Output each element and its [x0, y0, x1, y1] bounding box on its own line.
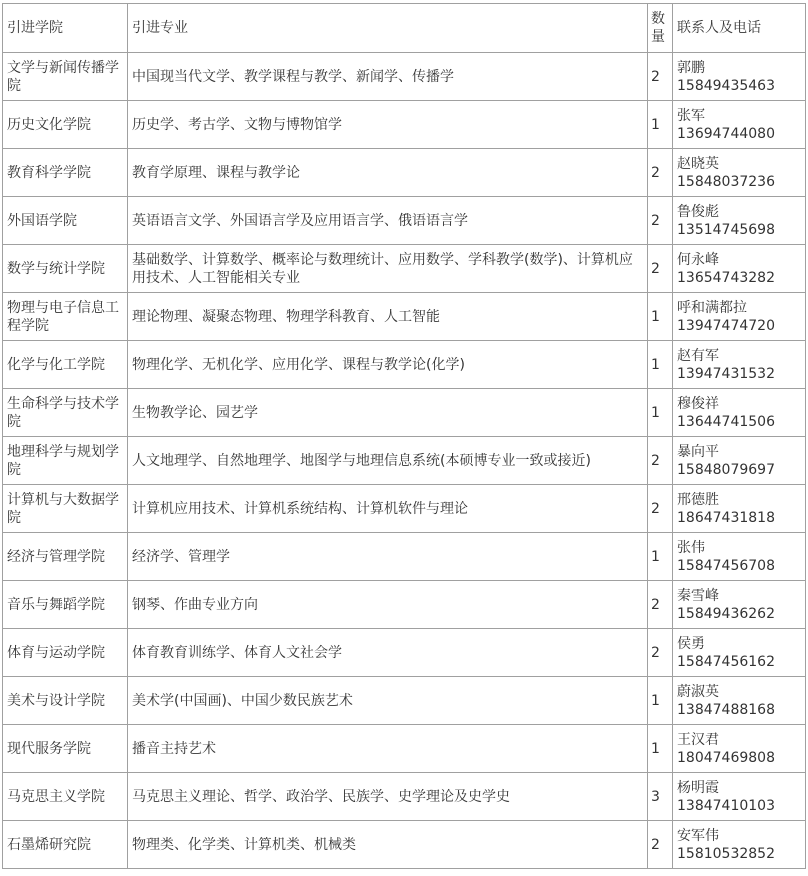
- major-cell: 英语语言文学、外国语言学及应用语言学、俄语语言学: [128, 197, 648, 245]
- contact-phone: 13694744080: [677, 125, 775, 142]
- table-row: [3, 197, 806, 245]
- table-row: [3, 149, 806, 197]
- contact-cell: [673, 341, 806, 389]
- contact-name: 安军伟: [677, 827, 719, 844]
- contact-cell: [673, 149, 806, 197]
- college-cell: 地理科学与规划学院: [3, 437, 128, 485]
- college-cell: 数学与统计学院: [3, 245, 128, 293]
- contact-cell: [673, 677, 806, 725]
- contact-phone: 13947431532: [677, 365, 775, 382]
- table-row: [3, 533, 806, 581]
- count-cell: 1: [648, 533, 673, 581]
- college-cell: 体育与运动学院: [3, 629, 128, 677]
- contact-name: 何永峰: [677, 251, 719, 268]
- college-cell: 文学与新闻传播学院: [3, 53, 128, 101]
- count-cell: 2: [648, 629, 673, 677]
- contact-name: 穆俊祥: [677, 395, 719, 412]
- table-row: [3, 53, 806, 101]
- table-row: [3, 725, 806, 773]
- major-cell: 基础数学、计算数学、概率论与数理统计、应用数学、学科教学(数学)、计算机应用技术、人工智能相关专业: [128, 245, 648, 293]
- major-cell: 中国现当代文学、教学课程与教学、新闻学、传播学: [128, 53, 648, 101]
- header-contact: 联系人及电话: [673, 4, 806, 53]
- contact-name: 张伟: [677, 539, 705, 556]
- contact-cell: [673, 821, 806, 869]
- contact-cell: [673, 533, 806, 581]
- contact-phone: 15848037236: [677, 173, 775, 190]
- major-cell: 体育教育训练学、体育人文社会学: [128, 629, 648, 677]
- table-row: [3, 581, 806, 629]
- major-cell: 教育学原理、课程与教学论: [128, 149, 648, 197]
- contact-name: 郭鹏: [677, 59, 705, 76]
- college-cell: 教育科学学院: [3, 149, 128, 197]
- contact-cell: [673, 437, 806, 485]
- contact-cell: [673, 101, 806, 149]
- contact-phone: 15848079697: [677, 461, 775, 478]
- college-cell: 经济与管理学院: [3, 533, 128, 581]
- header-count: 数量: [648, 4, 673, 53]
- contact-name: 赵晓英: [677, 155, 719, 172]
- contact-phone: 18647431818: [677, 509, 775, 526]
- contact-name: 赵有军: [677, 347, 719, 364]
- contact-phone: 15847456162: [677, 653, 775, 670]
- count-cell: 1: [648, 293, 673, 341]
- contact-phone: 13654743282: [677, 269, 775, 286]
- table-row: [3, 629, 806, 677]
- table-row: [3, 773, 806, 821]
- college-cell: 石墨烯研究院: [3, 821, 128, 869]
- major-cell: 人文地理学、自然地理学、地图学与地理信息系统(本硕博专业一致或接近): [128, 437, 648, 485]
- contact-phone: 13947474720: [677, 317, 775, 334]
- major-cell: 物理类、化学类、计算机类、机械类: [128, 821, 648, 869]
- college-cell: 历史文化学院: [3, 101, 128, 149]
- count-cell: 2: [648, 53, 673, 101]
- contact-phone: 13514745698: [677, 221, 775, 238]
- contact-cell: [673, 725, 806, 773]
- count-cell: 2: [648, 437, 673, 485]
- contact-cell: [673, 245, 806, 293]
- contact-cell: [673, 581, 806, 629]
- major-cell: 生物教学论、园艺学: [128, 389, 648, 437]
- major-cell: 物理化学、无机化学、应用化学、课程与教学论(化学): [128, 341, 648, 389]
- college-cell: 外国语学院: [3, 197, 128, 245]
- header-major: 引进专业: [128, 4, 648, 53]
- contact-name: 呼和满都拉: [677, 299, 747, 316]
- major-cell: 美术学(中国画)、中国少数民族艺术: [128, 677, 648, 725]
- contact-cell: [673, 53, 806, 101]
- contact-cell: [673, 293, 806, 341]
- contact-cell: [673, 197, 806, 245]
- college-cell: 现代服务学院: [3, 725, 128, 773]
- major-cell: 历史学、考古学、文物与博物馆学: [128, 101, 648, 149]
- contact-name: 鲁俊彪: [677, 203, 719, 220]
- count-cell: 2: [648, 245, 673, 293]
- table-row: [3, 101, 806, 149]
- contact-phone: 18047469808: [677, 749, 775, 766]
- contact-name: 邢德胜: [677, 491, 719, 508]
- college-cell: 音乐与舞蹈学院: [3, 581, 128, 629]
- count-cell: 3: [648, 773, 673, 821]
- contact-name: 王汉君: [677, 731, 719, 748]
- count-cell: 1: [648, 389, 673, 437]
- contact-phone: 15847456708: [677, 557, 775, 574]
- header-row: [3, 4, 806, 53]
- college-cell: 马克思主义学院: [3, 773, 128, 821]
- college-cell: 物理与电子信息工程学院: [3, 293, 128, 341]
- contact-name: 杨明霞: [677, 779, 719, 796]
- contact-cell: [673, 485, 806, 533]
- count-cell: 1: [648, 725, 673, 773]
- table-row: [3, 245, 806, 293]
- count-cell: 2: [648, 149, 673, 197]
- table-row: [3, 485, 806, 533]
- contact-name: 蔚淑英: [677, 683, 719, 700]
- contact-cell: [673, 389, 806, 437]
- college-cell: 计算机与大数据学院: [3, 485, 128, 533]
- contact-phone: 13644741506: [677, 413, 775, 430]
- contact-phone: 15849436262: [677, 605, 775, 622]
- college-cell: 生命科学与技术学院: [3, 389, 128, 437]
- count-cell: 2: [648, 197, 673, 245]
- major-cell: 播音主持艺术: [128, 725, 648, 773]
- contact-name: 暴向平: [677, 443, 719, 460]
- contact-name: 侯勇: [677, 635, 705, 652]
- count-cell: 1: [648, 101, 673, 149]
- table-row: [3, 341, 806, 389]
- contact-cell: [673, 773, 806, 821]
- table-row: [3, 677, 806, 725]
- major-cell: 钢琴、作曲专业方向: [128, 581, 648, 629]
- count-cell: 1: [648, 341, 673, 389]
- major-cell: 经济学、管理学: [128, 533, 648, 581]
- contact-phone: 13847410103: [677, 797, 775, 814]
- major-cell: 计算机应用技术、计算机系统结构、计算机软件与理论: [128, 485, 648, 533]
- major-cell: 马克思主义理论、哲学、政治学、民族学、史学理论及史学史: [128, 773, 648, 821]
- contact-phone: 15810532852: [677, 845, 775, 862]
- contact-phone: 13847488168: [677, 701, 775, 718]
- table-row: [3, 821, 806, 869]
- count-cell: 1: [648, 677, 673, 725]
- recruitment-table: [2, 3, 806, 869]
- count-cell: 2: [648, 485, 673, 533]
- major-cell: 理论物理、凝聚态物理、物理学科教育、人工智能: [128, 293, 648, 341]
- count-cell: 2: [648, 581, 673, 629]
- college-cell: 化学与化工学院: [3, 341, 128, 389]
- contact-cell: [673, 629, 806, 677]
- contact-name: 张军: [677, 107, 705, 124]
- contact-phone: 15849435463: [677, 77, 775, 94]
- table-row: [3, 293, 806, 341]
- contact-name: 秦雪峰: [677, 587, 719, 604]
- table-row: [3, 389, 806, 437]
- table-row: [3, 437, 806, 485]
- header-college: 引进学院: [3, 4, 128, 53]
- count-cell: 2: [648, 821, 673, 869]
- college-cell: 美术与设计学院: [3, 677, 128, 725]
